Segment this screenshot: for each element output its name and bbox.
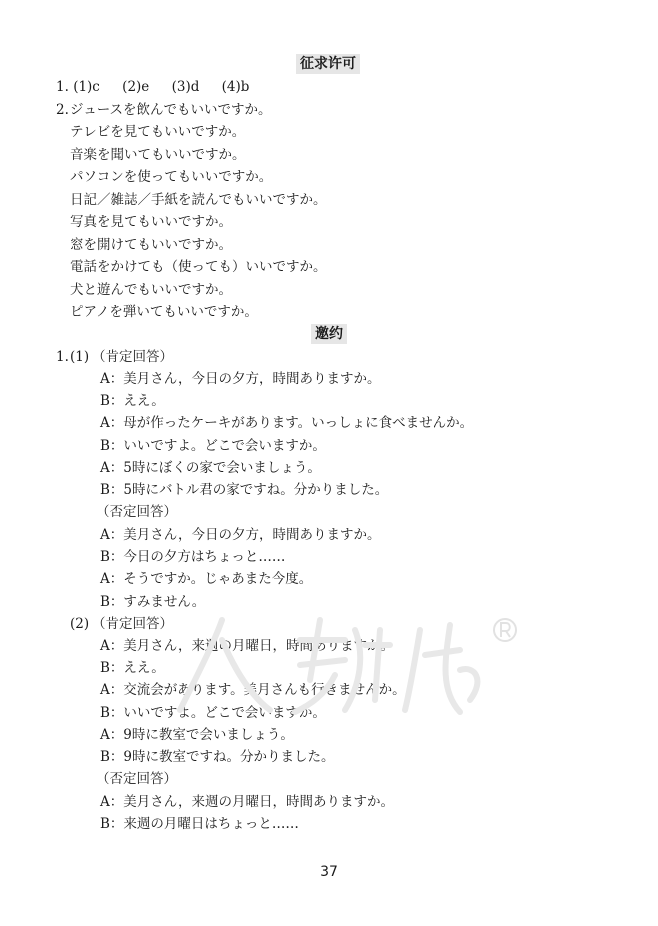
sentence-line: 日記／雑誌／手紙を読んでもいいですか。 bbox=[70, 192, 327, 208]
dialogue-line: B：いいですよ。どこで会いますか。 bbox=[100, 705, 326, 721]
negative-answer-label: （否定回答） bbox=[96, 771, 177, 787]
question-number: 1. bbox=[56, 349, 69, 365]
sentence-line: 犬と遊んでもいいですか。 bbox=[70, 282, 232, 298]
sentence-line: 写真を見てもいいですか。 bbox=[70, 214, 232, 230]
question-2-number: 2. bbox=[56, 102, 69, 118]
positive-answer-label: （肯定回答） bbox=[92, 349, 173, 365]
sentence-line: 電話をかけても（使っても）いいですか。 bbox=[70, 259, 327, 275]
dialogue-line: A：そうですか。じゃあまた今度。 bbox=[100, 571, 313, 587]
dialogue-line: A：美月さん，来週の月曜日，時間ありますか。 bbox=[100, 794, 395, 810]
dialogue-line: B：5時にバトル君の家ですね。分かりました。 bbox=[100, 482, 389, 498]
sentence-line: パソコンを使ってもいいですか。 bbox=[70, 169, 273, 185]
dialogue-line: A：交流会があります。美月さんも行きませんか。 bbox=[100, 682, 406, 698]
sentence-line: 音楽を聞いてもいいですか。 bbox=[70, 147, 246, 163]
dialogue-line: B：ええ。 bbox=[100, 393, 165, 409]
answer-item: (3)d bbox=[171, 79, 200, 95]
negative-answer-label: （否定回答） bbox=[96, 504, 177, 520]
dialogue-line: B：すみません。 bbox=[100, 594, 206, 610]
answer-item: (2)e bbox=[122, 79, 150, 95]
dialogue-line: B：来週の月曜日はちょっと…… bbox=[100, 816, 299, 832]
dialogue-line: A：5時にぼくの家で会いましょう。 bbox=[100, 460, 321, 476]
sentence-line: テレビを見てもいいですか。 bbox=[70, 124, 246, 140]
dialogue-line: A：美月さん，来週の月曜日，時間ありますか。 bbox=[100, 638, 395, 654]
section-title-permission: 征求许可 bbox=[296, 54, 360, 74]
dialogue-line: B：9時に教室ですね。分かりました。 bbox=[100, 749, 335, 765]
sentence-line: ピアノを弾いてもいいですか。 bbox=[70, 304, 258, 320]
dialogue-line: A：美月さん，今日の夕方，時間ありますか。 bbox=[100, 527, 381, 543]
answer-item: (1)c bbox=[73, 79, 100, 95]
question-number: 1. bbox=[56, 79, 69, 95]
part-label: (1) bbox=[70, 349, 90, 365]
positive-answer-label: （肯定回答） bbox=[92, 616, 173, 632]
sentence-line: 窓を開けてもいいですか。 bbox=[70, 237, 232, 253]
answer-item: (4)b bbox=[221, 79, 250, 95]
question-1-answers bbox=[56, 78, 249, 96]
section-title-invitation: 邀约 bbox=[311, 324, 347, 344]
sentence-line: ジュースを飲んでもいいですか。 bbox=[70, 102, 272, 118]
dialogue-line: B：いいですよ。どこで会いますか。 bbox=[100, 438, 326, 454]
dialogue-line: A：母が作ったケーキがあります。いっしょに食べませんか。 bbox=[100, 415, 474, 431]
dialogue-line: B：今日の夕方はちょっと…… bbox=[100, 549, 286, 565]
page-number: 37 bbox=[320, 864, 338, 880]
dialogue-line: B：ええ。 bbox=[100, 660, 165, 676]
dialogue-line: A：9時に教室で会いましょう。 bbox=[100, 727, 294, 743]
dialogue-line: A：美月さん，今日の夕方，時間ありますか。 bbox=[100, 371, 381, 387]
part-label: (2) bbox=[70, 616, 90, 632]
